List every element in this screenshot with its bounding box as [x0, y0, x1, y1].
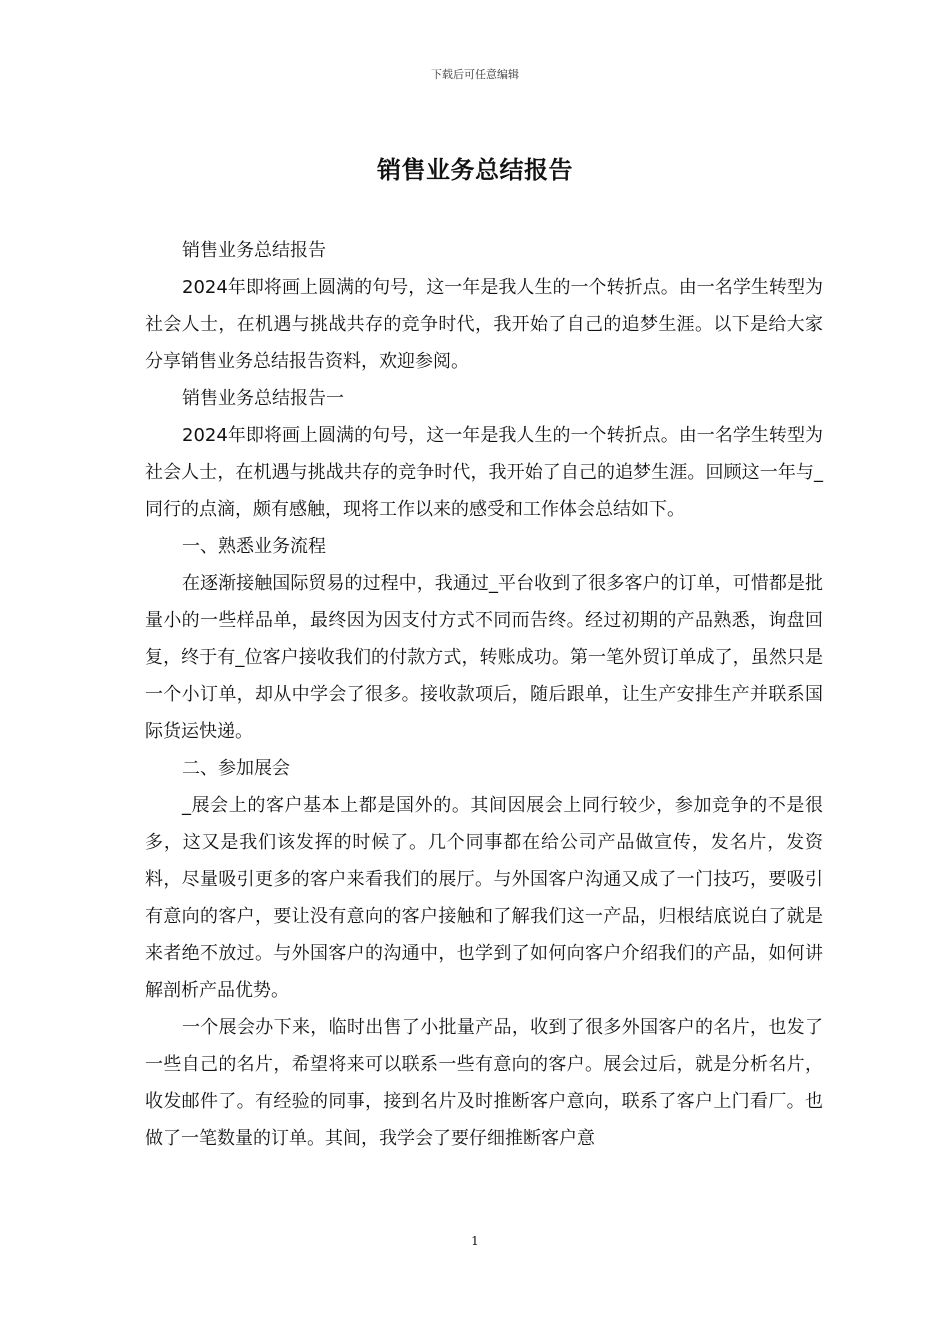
paragraph-exhibition: _展会上的客户基本上都是国外的。其间因展会上同行较少，参加竞争的不是很多，这又是我们该发挥的时候了。几个同事都在给公司产品做宣传，发名片，发资料，尽量吸引更多的客户来看我们的展厅。与外国客户沟通又成了一门技巧，要吸引有意向的客户，要让没有意向的客户接触和了解我们这一产品，归根结底说白了就是来者绝不放过。与外国客户的沟通中，也学到了如何向客户介绍我们的产品，如何讲解剖析产品优势。 [145, 795, 823, 1001]
paragraph-intro-heading: 销售业务总结报告 [182, 240, 326, 261]
paragraph-business-process: 在逐渐接触国际贸易的过程中，我通过_平台收到了很多客户的订单，可惜都是批量小的一些样品单，最终因为因支付方式不同而告终。经过初期的产品熟悉，询盘回复，终于有_位客户接收我们的付款方式，转账成功。第一笔外贸订单成了，虽然只是一个小订单，却从中学会了很多。接收款项后，随后跟单，让生产安排生产并联系国际货运快递。 [145, 573, 823, 742]
page-number: 1 [471, 1234, 479, 1248]
document-body [145, 232, 823, 1157]
header-note: 下载后可任意编辑 [431, 68, 519, 81]
document-title: 销售业务总结报告 [377, 156, 573, 184]
section-heading-business-process: 一、熟悉业务流程 [182, 536, 326, 557]
paragraph-report-one-intro: 2024年即将画上圆满的句号，这一年是我人生的一个转折点。由一名学生转型为社会人士，在机遇与挑战共存的竞争时代，我开始了自己的追梦生涯。回顾这一年与_同行的点滴，颇有感触，现将工作以来的感受和工作体会总结如下。 [145, 425, 823, 520]
paragraph-report-one-heading: 销售业务总结报告一 [182, 388, 344, 409]
paragraph-exhibition-followup: 一个展会办下来，临时出售了小批量产品，收到了很多外国客户的名片，也发了一些自己的名片，希望将来可以联系一些有意向的客户。展会过后，就是分析名片，收发邮件了。有经验的同事，接到名片及时推断客户意向，联系了客户上门看厂。也做了一笔数量的订单。其间，我学会了要仔细推断客户意 [145, 1017, 823, 1149]
paragraph-intro: 2024年即将画上圆满的句号，这一年是我人生的一个转折点。由一名学生转型为社会人士，在机遇与挑战共存的竞争时代，我开始了自己的追梦生涯。以下是给大家分享销售业务总结报告资料，欢迎参阅。 [145, 277, 823, 372]
section-heading-exhibition: 二、参加展会 [182, 758, 290, 779]
